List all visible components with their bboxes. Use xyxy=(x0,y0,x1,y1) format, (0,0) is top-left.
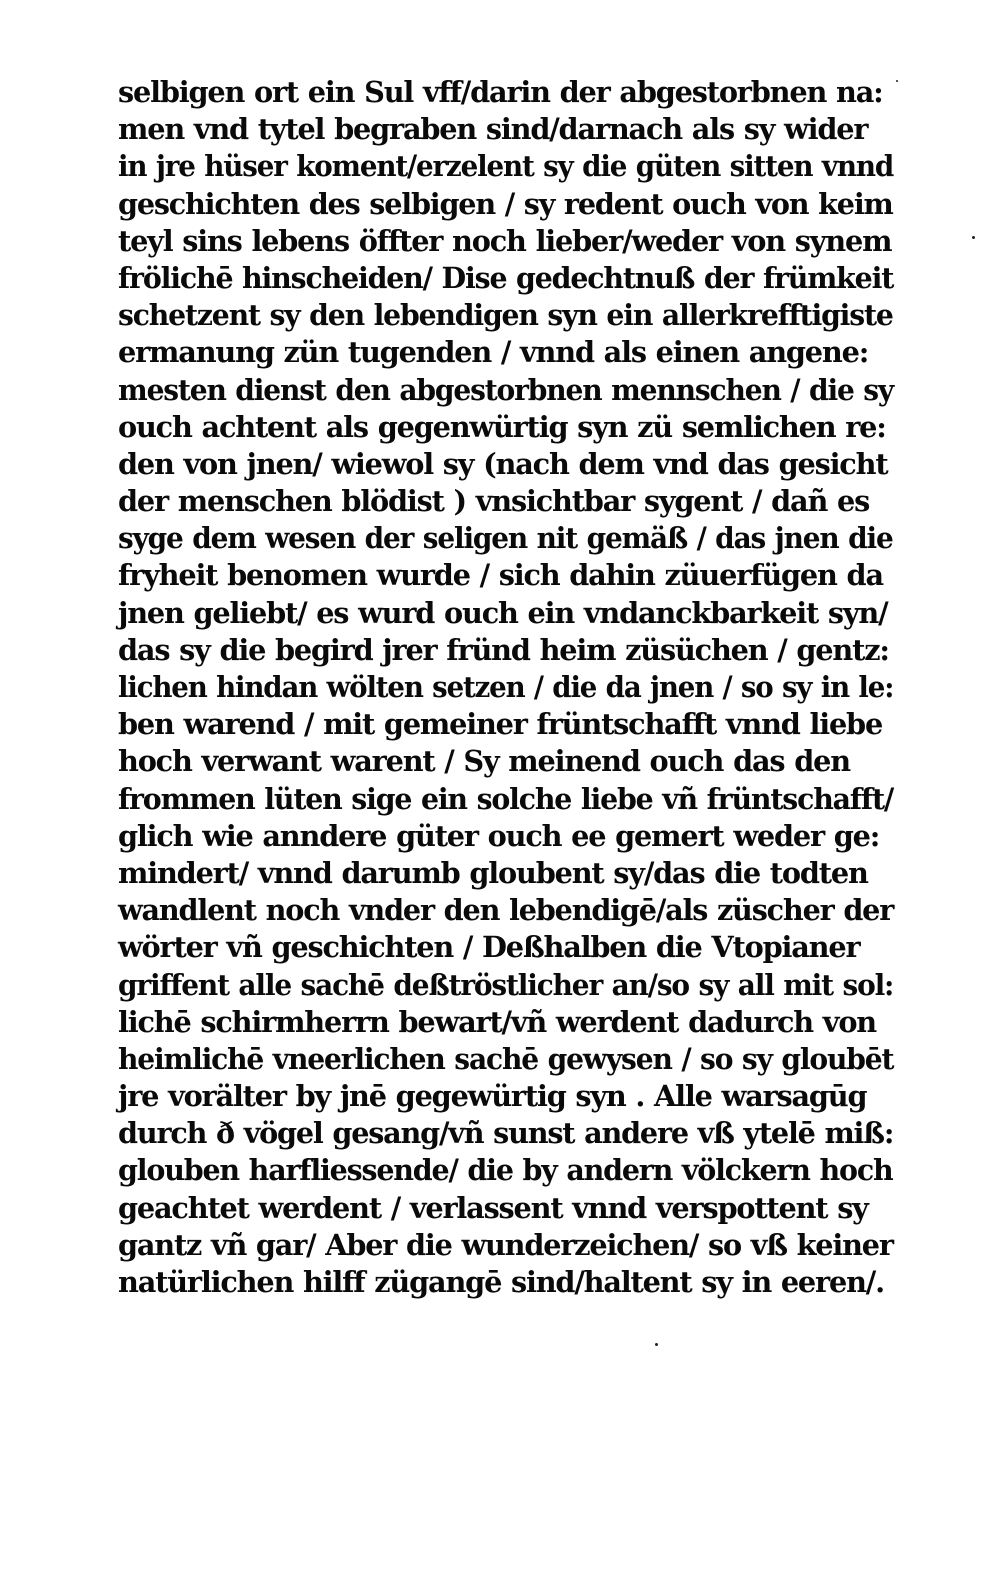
text-line: fryheit benomen wurde / sich dahin züuerfügen da xyxy=(118,558,883,593)
text-line: gantz vñ gar/ Aber die wunderzeichen/ so vß keiner xyxy=(118,1227,893,1262)
text-line: glouben harfliessende/ die by andern völckern hoch xyxy=(118,1153,893,1188)
text-line: frommen lüten sige ein solche liebe vñ früntschafft/ xyxy=(118,781,894,816)
text-line: teyl sins lebens öffter noch lieber/weder von synem xyxy=(118,223,892,258)
text-line: mesten dienst den abgestorbnen mennschen / die sy xyxy=(118,372,894,407)
text-line: wandlent noch vnder den lebendigē/als züscher der xyxy=(118,893,894,928)
text-line: glich wie anndere güter ouch ee gemert weder ge: xyxy=(118,818,880,853)
ink-speck xyxy=(655,1343,658,1346)
text-line: ermanung zün tugenden / vnnd als einen angene: xyxy=(118,335,869,370)
text-line: wörter vñ geschichten / Deßhalben die Vtopianer xyxy=(118,930,860,965)
text-line: schetzent sy den lebendigen syn ein allerkrefftigiste xyxy=(118,298,893,333)
text-line: ouch achtent als gegenwürtig syn zü semlichen re: xyxy=(118,409,886,444)
text-line: selbigen ort ein Sul vff/darin der abgestorbnen na: xyxy=(118,75,883,109)
text-line: das sy die begird jrer fründ heim züsüchen / gentz: xyxy=(118,632,889,667)
text-line: syge dem wesen der seligen nit gemäß / das jnen die xyxy=(118,521,893,556)
text-line: lichē schirmherrn bewart/vñ werdent dadurch von xyxy=(118,1004,877,1039)
text-line: ben warend / mit gemeiner früntschafft vnnd liebe xyxy=(118,707,883,742)
text-line: men vnd tytel begraben sind/darnach als sy wider xyxy=(118,112,868,147)
text-line: lichen hindan wölten setzen / die da jnen / so sy in le: xyxy=(118,670,894,704)
text-line: hoch verwant warent / Sy meinend ouch das den xyxy=(118,744,850,779)
text-line: jre vorälter by jnē gegewürtig syn . Alle warsagūg xyxy=(118,1079,867,1114)
text-line: durch ð vögel gesang/vñ sunst andere vß ytelē miß: xyxy=(118,1116,894,1151)
text-line: heimlichē vneerlichen sachē gewysen / so sy gloubēt xyxy=(118,1041,894,1076)
text-line: natürlichen hilff zügangē sind/haltent sy in eeren/. xyxy=(118,1265,884,1299)
text-line: den von jnen/ wiewol sy (nach dem vnd das gesicht xyxy=(118,446,888,481)
text-line: mindert/ vnnd darumb gloubent sy/das die todten xyxy=(118,855,868,890)
text-line: geachtet werdent / verlassent vnnd verspottent sy xyxy=(118,1190,868,1225)
text-line: griffent alle sachē deßtröstlicher an/so sy all mit sol: xyxy=(118,967,894,1002)
text-block xyxy=(118,74,900,1301)
text-line: frölichē hinscheiden/ Dise gedechtnuß der frümkeit xyxy=(118,260,894,295)
text-line: geschichten des selbigen / sy redent ouch von keim xyxy=(118,186,893,221)
text-line: jnen geliebt/ es wurd ouch ein vndanckbarkeit syn/ xyxy=(118,595,888,630)
ink-speck xyxy=(972,236,975,239)
text-line: in jre hüser koment/erzelent sy die güten sitten vnnd xyxy=(118,149,894,184)
text-line: der menschen blödist ) vnsichtbar sygent / dañ es xyxy=(118,484,870,519)
ink-speck xyxy=(896,80,898,82)
